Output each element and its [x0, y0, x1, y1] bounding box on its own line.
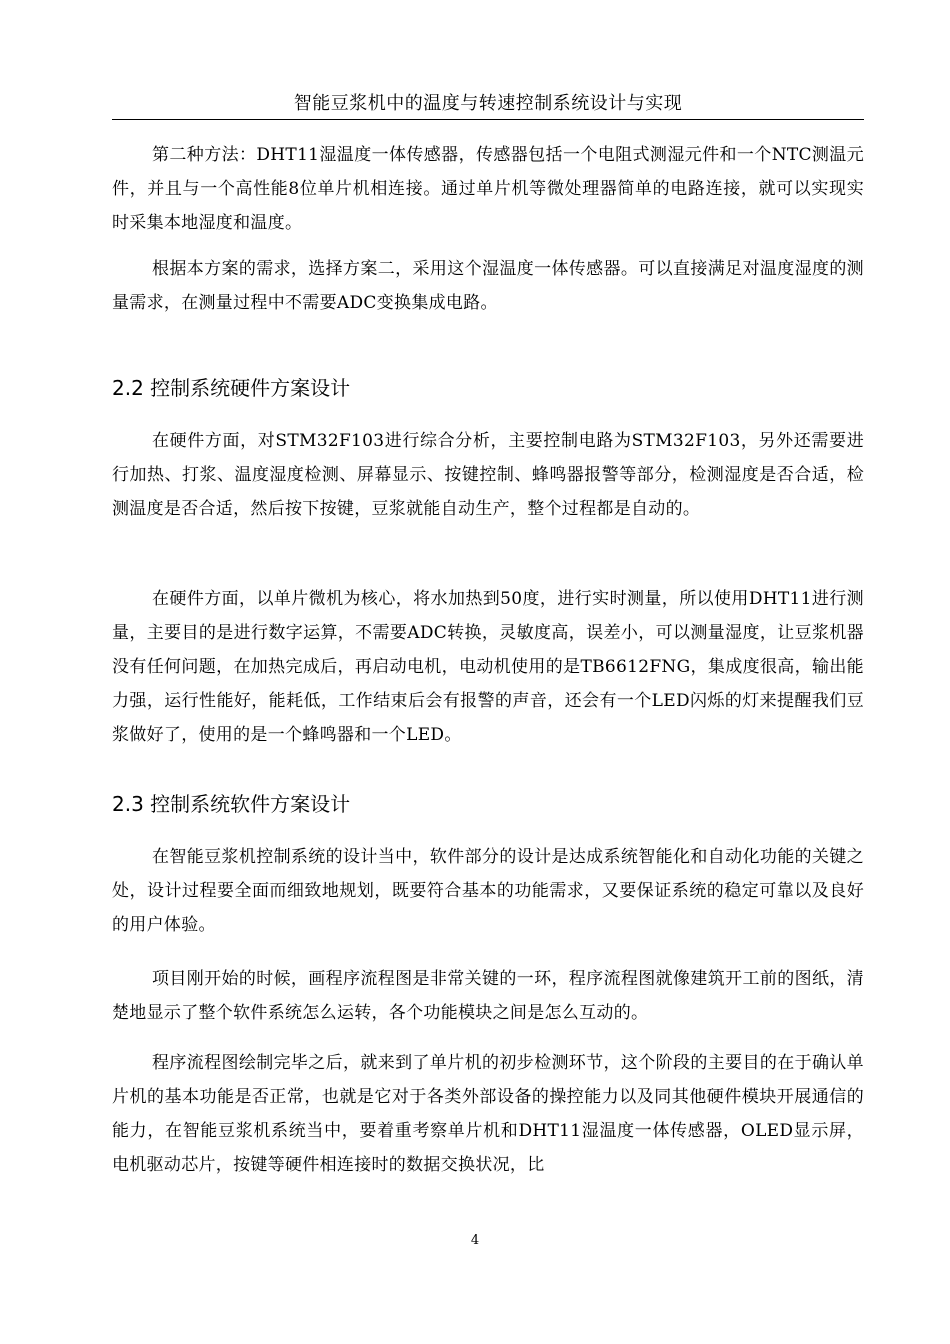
paragraph-mcu-testing: 程序流程图绘制完毕之后，就来到了单片机的初步检测环节，这个阶段的主要目的在于确认单片机的基本功能是否正常，也就是它对于各类外部设备的操控能力以及同其他硬件模块开展通信的能力，在智能豆浆机系统当中，要着重考察单片机和DHT11湿温度一体传感器，OLED显示屏，电机驱动芯片，按键等硬件相连接时的数据交换状况，比	[112, 1053, 864, 1175]
section-heading-2-2: 2.2 控制系统硬件方案设计	[112, 376, 351, 400]
page-number: 4	[470, 1233, 480, 1248]
header-divider	[112, 119, 864, 120]
paragraph-hardware-details: 在硬件方面，以单片微机为核心，将水加热到50度，进行实时测量，所以使用DHT11进行测量，主要目的是进行数字运算，不需要ADC转换，灵敏度高，误差小，可以测量湿度，让豆浆机器没有任何问题，在加热完成后，再启动电机，电动机使用的是TB6612FNG，集成度很高，输出能力强，运行性能好，能耗低，工作结束后会有报警的声音，还会有一个LED闪烁的灯来提醒我们豆浆做好了，使用的是一个蜂鸣器和一个LED。	[112, 589, 864, 745]
paragraph-choose-scheme: 根据本方案的需求，选择方案二，采用这个湿温度一体传感器。可以直接满足对温度湿度的测量需求，在测量过程中不需要ADC变换集成电路。	[112, 259, 864, 313]
paragraph-software-design: 在智能豆浆机控制系统的设计当中，软件部分的设计是达成系统智能化和自动化功能的关键之处，设计过程要全面而细致地规划，既要符合基本的功能需求，又要保证系统的稳定可靠以及良好的用户体验。	[112, 847, 864, 935]
section-heading-2-3: 2.3 控制系统软件方案设计	[112, 792, 351, 816]
running-header: 智能豆浆机中的温度与转速控制系统设计与实现	[293, 93, 683, 114]
paragraph-hardware-overview: 在硬件方面，对STM32F103进行综合分析，主要控制电路为STM32F103，另外还需要进行加热、打浆、温度湿度检测、屏幕显示、按键控制、蜂鸣器报警等部分，检测湿度是否合适，检测温度是否合适，然后按下按键，豆浆就能自动生产，整个过程都是自动的。	[112, 431, 864, 519]
paragraph-flowchart: 项目刚开始的时候，画程序流程图是非常关键的一环，程序流程图就像建筑开工前的图纸，清楚地显示了整个软件系统怎么运转，各个功能模块之间是怎么互动的。	[112, 969, 864, 1023]
paragraph-dht11-method: 第二种方法：DHT11湿温度一体传感器，传感器包括一个电阻式测湿元件和一个NTC测温元件，并且与一个高性能8位单片机相连接。通过单片机等微处理器简单的电路连接，就可以实现实时采集本地湿度和温度。	[112, 145, 864, 233]
